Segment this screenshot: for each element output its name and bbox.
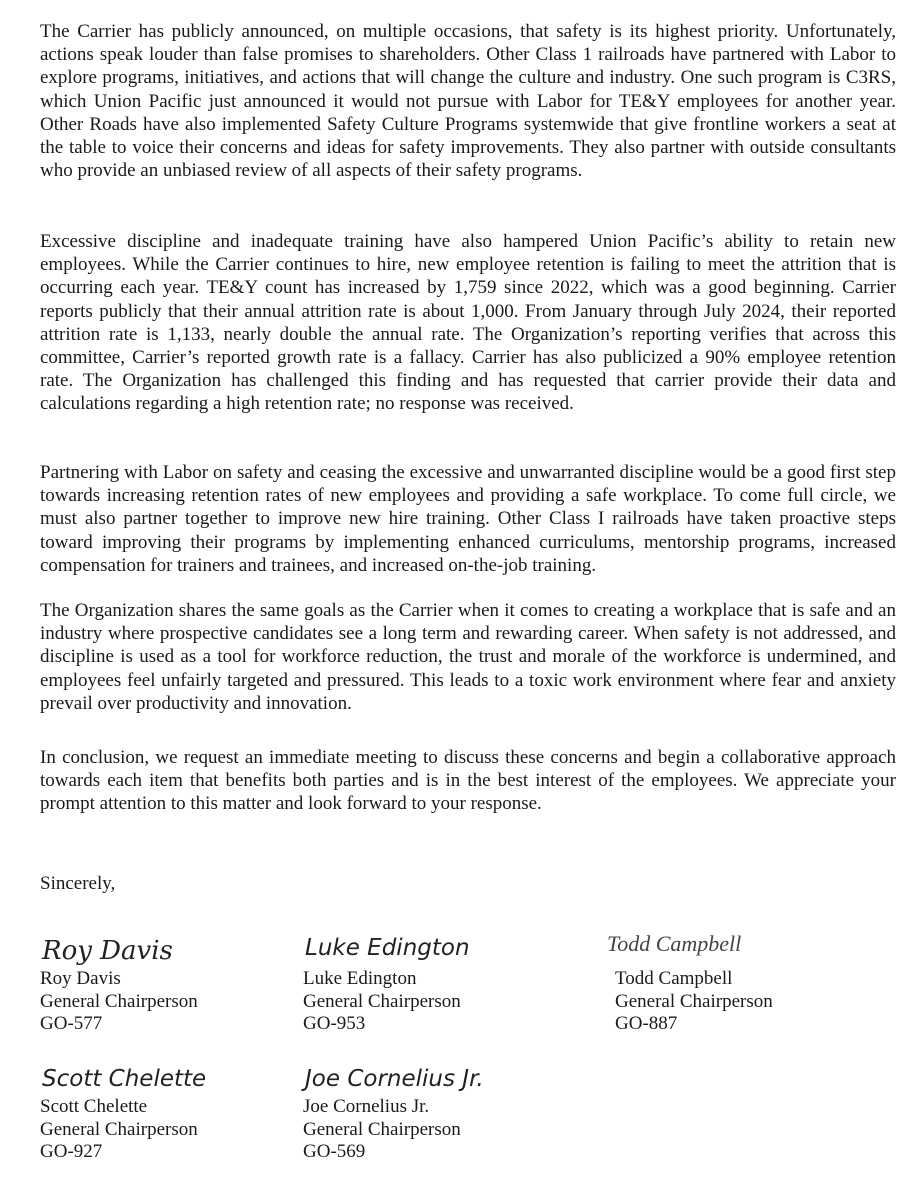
paragraph-shared-goals: The Organization shares the same goals as the Carrier when it comes to creating a workplace that is safe and an industry where prospective candidates see a long term and rewarding career. When safety is not addressed, and discipline is used as a tool for workforce reduction, the trust and morale of the workforce is undermined, and employees feel unfairly targeted and pressured. This leads to a toxic work environment where fear and anxiety prevail over productivity and innovation.	[40, 600, 896, 714]
signature-block-todd-campbell	[607, 931, 875, 1036]
signatory-name: Joe Cornelius Jr.	[303, 1096, 430, 1117]
closing-salutation: Sincerely,	[40, 873, 116, 894]
paragraph-conclusion: In conclusion, we request an immediate meeting to discuss these concerns and begin a collaborative approach towards each item that benefits both parties and is in the best interest of the employees. We appreciate your prompt attention to this matter and look forward to your response.	[40, 747, 896, 815]
signatory-code: GO-953	[303, 1013, 366, 1034]
signatory-name: Todd Campbell	[615, 968, 733, 989]
signature-image	[40, 1060, 300, 1096]
signatory-title: General Chairperson	[40, 1118, 198, 1140]
signatory-code: GO-887	[615, 1013, 678, 1034]
signature-joe-cornelius: Joe Cornelius Jr.	[305, 1066, 484, 1092]
signature-block-joe-cornelius	[303, 1060, 563, 1164]
signatory-title: General Chairperson	[615, 990, 773, 1012]
signatory-code: GO-577	[40, 1013, 103, 1034]
paragraph-safety-priority: The Carrier has publicly announced, on multiple occasions, that safety is its highest priority. Unfortunately, actions speak louder than false promises to shareholders. Other Class 1 railroads have partnered with Labor to explore programs, initiatives, and actions that will change the culture and industry. One such program is C3RS, which Union Pacific just announced it would not pursue with Labor for TE&Y employees for another year. Other Roads have also implemented Safety Culture Programs systemwide that give frontline workers a seat at the table to voice their concerns and ideas for safety improvements. They also partner with outside consultants who provide an unbiased review of all aspects of their safety programs.	[40, 21, 896, 182]
signature-todd-campbell: Todd Campbell	[607, 931, 742, 956]
signatory-name: Luke Edington	[303, 968, 417, 989]
signature-image	[303, 932, 563, 968]
signature-block-scott-chelette	[40, 1060, 300, 1164]
signature-image	[303, 1060, 563, 1096]
paragraph-training: Partnering with Labor on safety and ceasing the excessive and unwarranted discipline would be a good first step towards increasing retention rates of new employees and providing a safe workplace. To come full circle, we must also partner together to improve new hire training. Other Class I railroads have taken proactive steps toward improving their programs by implementing enhanced curriculums, mentorship programs, increased compensation for trainers and trainees, and increased on-the-job training.	[40, 462, 896, 576]
signature-image	[607, 931, 875, 968]
signature-block-roy-davis	[40, 932, 300, 1036]
signatory-title: General Chairperson	[40, 990, 198, 1012]
signature-block-luke-edington	[303, 932, 563, 1036]
signatory-code: GO-569	[303, 1141, 366, 1162]
signature-luke-edington: Luke Edington	[305, 935, 470, 961]
signatory-title: General Chairperson	[303, 990, 461, 1012]
signatory-code: GO-927	[40, 1141, 103, 1162]
paragraph-retention: Excessive discipline and inadequate training have also hampered Union Pacific’s ability to retain new employees. While the Carrier continues to hire, new employee retention is failing to meet the attrition that is occurring each year. TE&Y count has increased by 1,759 since 2022, which was a good beginning. Carrier reports publicly that their annual attrition rate is about 1,000. From January through July 2024, their reported attrition rate is 1,133, nearly double the annual rate. The Organization’s reporting verifies that across this committee, Carrier’s reported growth rate is a fallacy. Carrier has also publicized a 90% employee retention rate. The Organization has challenged this finding and has requested that carrier provide their data and calculations regarding a high retention rate; no response was received.	[40, 231, 896, 415]
signature-scott-chelette: Scott Chelette	[42, 1066, 207, 1092]
signatory-name: Scott Chelette	[40, 1096, 148, 1117]
signature-image	[40, 932, 300, 968]
signatory-name: Roy Davis	[40, 968, 121, 989]
signatory-title: General Chairperson	[303, 1118, 461, 1140]
signature-roy-davis: Roy Davis	[42, 936, 173, 966]
